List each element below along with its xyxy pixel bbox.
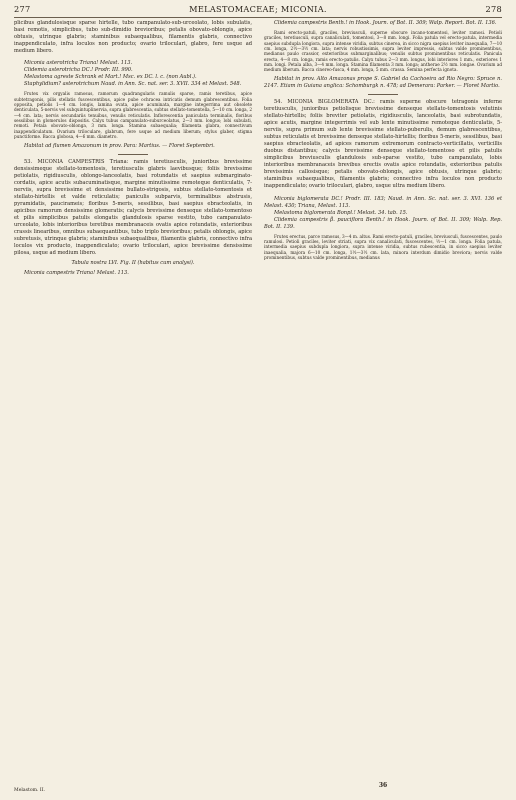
species-53: 53. MICONIA CAMPESTRIS Triana: ramis teretiusculis, junioribus brevissime densissimeque stellato-tomentosis, teretiusculis glabris laevibusque; foliis brevissime petiolatis, rigidiusculis, oblongo-lanceolatis, basi rotundatis et saepius submarginato-cordatis, apice acutis subacuminatisque, margine minutissime remoteque denticulatis, 7-nerviis, supra brevissime et densissime bullato-strigosis, subtus stellato-tomentosis et stellato-hirtellis et valde reticulatis; paniculis subparvis, terminalibus abstrusis, pyramidatis, paucirameis; floribus 5-meris, sessilibus, basi saepius ebracteolatis, in apicibus ramorum densissime glomeratis; calycis brevissime denseque stellato-tomentoso et pilis simplicibus patulis elongatis glandulosis sparse vestito, tubo campanulato-urceolato, lobis interioribus teretibus membranaceis ovatis apice rotundatis, exterioribus crassis linearibus, omnibus subaequantibus, tubo triplo brevioribus; petalis oblongis, apice subretusis, utrinque glabris; staminibus subaequalibus, filamentis glabris, connectivo infra loculos vix producto, inappendiculato; ovario triloculari, apice brevissime densissime pilosa, usque ad medium libero. bbox=[14, 158, 252, 257]
page-number-right: 278 bbox=[485, 4, 502, 14]
synonym: Miconia biglomerata DC.! Prodr. III. 183; Naud. in Ann. Sc. nat. ser. 3. XVI. 136 et Melast. 430; Triana, Melast. 113. bbox=[264, 195, 502, 209]
synonym: Melastoma agreste Schrank et Mart.! Msc. ex DC. l. c. (non Aubl.). bbox=[24, 74, 197, 81]
synonym: Melastoma biglomerata Bonpl.! Melast. 34. tab. 15. bbox=[274, 209, 408, 216]
synonym: Miconia asterotricha Triana! Melast. 113. bbox=[24, 60, 133, 67]
header-rule bbox=[14, 17, 502, 18]
separator bbox=[368, 94, 398, 95]
signature-mark: 36 bbox=[378, 782, 388, 789]
synonym: Staphylidium? asterotrichum Naud. in Ann. Sc. nat. ser. 3. XVII. 334 et Melast. 548. bbox=[24, 81, 242, 88]
species-54: 54. MICONIA BIGLOMERATA DC.: ramis superne obscure tetragonis inferne teretiusculis, junioribus petiolisque brevissime denseque stellato-tomentosis velutinis stellato-hirtellis; foliis breviter petiolatis, rigidiusculis, lanceolatis, basi subrotundatis, apice acutis, margine integerrimis vel sub lente minutissime remoteque denticulatis, 5-nerviis, supra primum sub lente brevissime stellato-puberulis, demum glabrescentibus, subtus reticulatis et brevissime denseque stellato-hirtellis; floribus 5-meris, sessilibus, basi saepius ebracteolatis, ad apices ramorum extremorum contracto-verticillatis, verticillis duobus distantibus; calycis brevissime denseque stellato-tomentoso et pilis patulis simplicibus breviusculis glandulosis sub-sparse vestito, tubo campanulato, lobis interioribus membranaceis brevibus erectis ovatis apice rotundatis, exterioribus patulis brevissimis callosisque; petalis obovato-oblongis, apice obtusis, utrinque glabris; staminibus subaequalibus, filamentis glabris; connectivo infra loculos non producto inappendiculato; ovario triloculari, glabro, usque ultra medium libero. bbox=[264, 98, 502, 190]
separator bbox=[118, 154, 148, 155]
habitat: Habitat in prov. Alto Amazonas prope S. Gabriel da Cachoeira ad Rio Negro: Spruce n. 2147. Etiam in Guiana anglica: Schomburgk n. 478; ad Demerara: Parker. — Floret Martio. bbox=[264, 75, 502, 89]
description: Frutex vix orgyalis ramosus, ramorum quadrangularis ramulis sparse, ramis teretibus, apice subtetragonis, pilis stellatis fuscescentibus, apice pube ochracea intricatis demum glabrescentibus. Folia opposita, petiolis 1—4 cm. longis, lamina ovata, apice acuminata, margine integerrima aut obsolete denticulata, 5-nervis vel subquintuplinervia, supra glabrescentia, subtus stellato-tomentella, 5—10 cm. longa, 2—4 cm. lata; nervis secundariis tenuibus, venulis reticulatis. Inflorescentia paniculata terminalis, floribus sessilibus in glomerulos dispositis. Calyx tubus campanulato-suburceolatus, 2—3 mm. longus; lobi subulati, remoti. Petala obovato-oblonga, 3 mm. longa. Stamina subaequalia; filamenta glabra, connectivum inappendiculatum. Ovarium triloculare, glabrum, fere usque ad medium liberum; stylus glaber, stigma punctiforme. Bacca globosa, 4—6 mm. diametro. bbox=[14, 91, 252, 140]
synonym: Clidemia campestris β. pauciflora Benth.! in Hook. Journ. of Bot. II. 309; Walp. Rep. Bot. II. 139. bbox=[264, 216, 502, 230]
footer-signature-left: Melastom. II. bbox=[14, 788, 45, 793]
left-column bbox=[14, 20, 252, 277]
synonym: Clidemia asterotricha DC.! Prodr. III. 990. bbox=[24, 67, 133, 74]
plate-reference: Tabula nostra LVI. Fig. II (habitus cum analysi). bbox=[71, 260, 195, 267]
paragraph: plicibus glandulosisque sparse hirtelle, tubo campanulato-sub-urceolato, lobis subulatis, basi remotis, simplicibus, tubo sub-dimidio brevioribus; petalis obovato-oblongis, apice obtusis, utrinque glabris; staminibus subaequalibus, filamentis glabris, connectivo inappendiculato, infra loculos non producto; ovario triloculari, glabro, fere usque ad medium libero. bbox=[14, 20, 252, 55]
page-header bbox=[14, 4, 502, 18]
habitat: Habitat ad flumen Amazonum in prov. Para: Martius. — Floret Septembri. bbox=[24, 142, 215, 149]
right-column bbox=[264, 20, 502, 260]
description: Rami erecto-patuli, graciles, breviusculi, superne obscure incano-tomentosi, leviter ramosi. Petioli graciles, teretiusculi, supra canaliculati, tomentosi, 3—8 mm. longi. Folia patula vel erecto-patula, intermedia saepius subdupla longiora, supra intense viridia, subtus cinerea, in sicco nigra saepius leviter inaequalia, 7—10 cm. longa, 2½—3½ cm. lata; nervis robustissimis, supra leviter impressis, subtus valde prominentibus, medianus paulo crassior, exterioribus submarginalibus; venulis subtus prominentibus reticulatis. Panicula erecta, 4—8 cm. longa, ramis erecto-patulis. Calyx tubus 2—3 mm. longus, lobi interiores 1 mm., exteriores 1 mm. longi. Petala alba, 3—4 mm. longa. Stamina filamenta 3 mm. longa; antherae 2½ mm. longae. Ovarium ad medium liberum. Bacca cinereo-fusca, 4 mm. longa, 5 mm. crassa. Semina perfecta ignota. bbox=[264, 30, 502, 73]
synonym: Clidemia campestris Benth.! in Hook. Journ. of Bot. II. 309; Walp. Report. Bot. II. 136. bbox=[274, 20, 497, 26]
description: Frutex erectus, parce ramosus, 3—4 m. altus. Rami erecto-patuli, graciles, breviusculi, fuscescentes, paulo ramulosi. Petioli graciles, leviter striati, supra vix canaliculati, fuscescentes, ½—1 cm. longa. Folia patula, intermedia saepius subdupla longiora, supra intense viridia, subtus rubescentia, in sicco saepius leviter inaequalia, majora 6—10 cm. longa, 1½—3½ cm. lata, minora interdum dimidio breviora; nervis valde prominentibus, subtus valde prominentibus, medianus bbox=[264, 233, 502, 261]
running-title: MELASTOMACEAE; MICONIA. bbox=[189, 4, 327, 14]
synonym: Miconia campestris Triana! Melast. 113. bbox=[24, 270, 129, 277]
page-number-left: 277 bbox=[14, 4, 31, 14]
